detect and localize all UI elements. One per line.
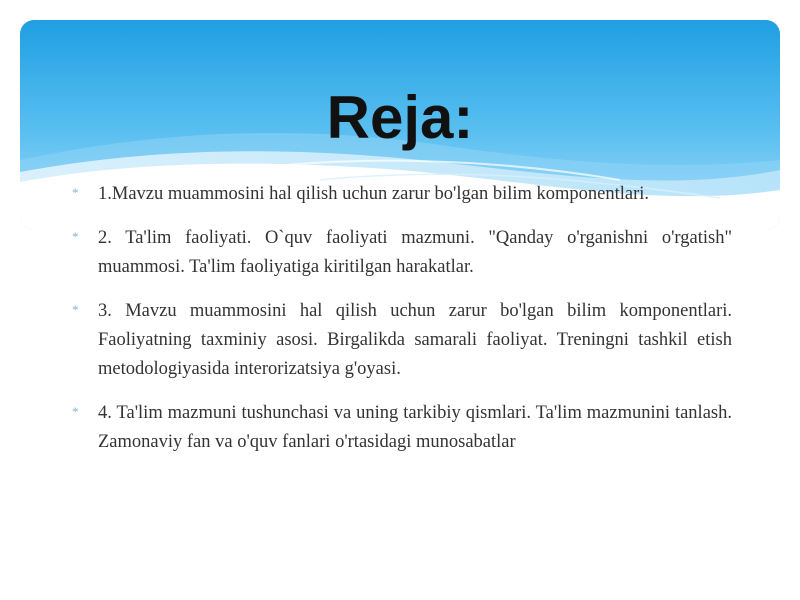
bullet-item — [72, 224, 732, 282]
bullet-text: 1.Mavzu muammosini hal qilish uchun zarur bo'lgan bilim komponentlari. — [98, 184, 650, 204]
asterisk-icon: * — [72, 302, 79, 317]
bullet-item — [72, 180, 732, 209]
bullet-text: 4. Ta'lim mazmuni tushunchasi va uning tarkibiy qismlari. Ta'lim mazmunini tanlash. Zamonaviy fan va o'quv fanlari o'rtasidagi munosabatlar — [98, 403, 732, 452]
bullet-item — [72, 297, 732, 384]
asterisk-icon: * — [72, 404, 79, 419]
bullet-text: 3. Mavzu muammosini hal qilish uchun zarur bo'lgan bilim komponentlari. Faoliyatning taxminiy asosi. Birgalikda samarali faoliyat. Treningni tashkil etish metodologiyasida interorizatsiya g'oyasi. — [98, 301, 732, 379]
asterisk-icon: * — [72, 229, 79, 244]
asterisk-icon: * — [72, 185, 79, 200]
bullet-list — [72, 180, 732, 472]
bullet-item — [72, 399, 732, 457]
slide-title: Reja: — [326, 84, 474, 151]
bullet-text: 2. Ta'lim faoliyati. O`quv faoliyati mazmuni. "Qanday o'rganishni o'rgatish" muammosi. Ta'lim faoliyatiga kiritilgan harakatlar. — [98, 228, 732, 277]
